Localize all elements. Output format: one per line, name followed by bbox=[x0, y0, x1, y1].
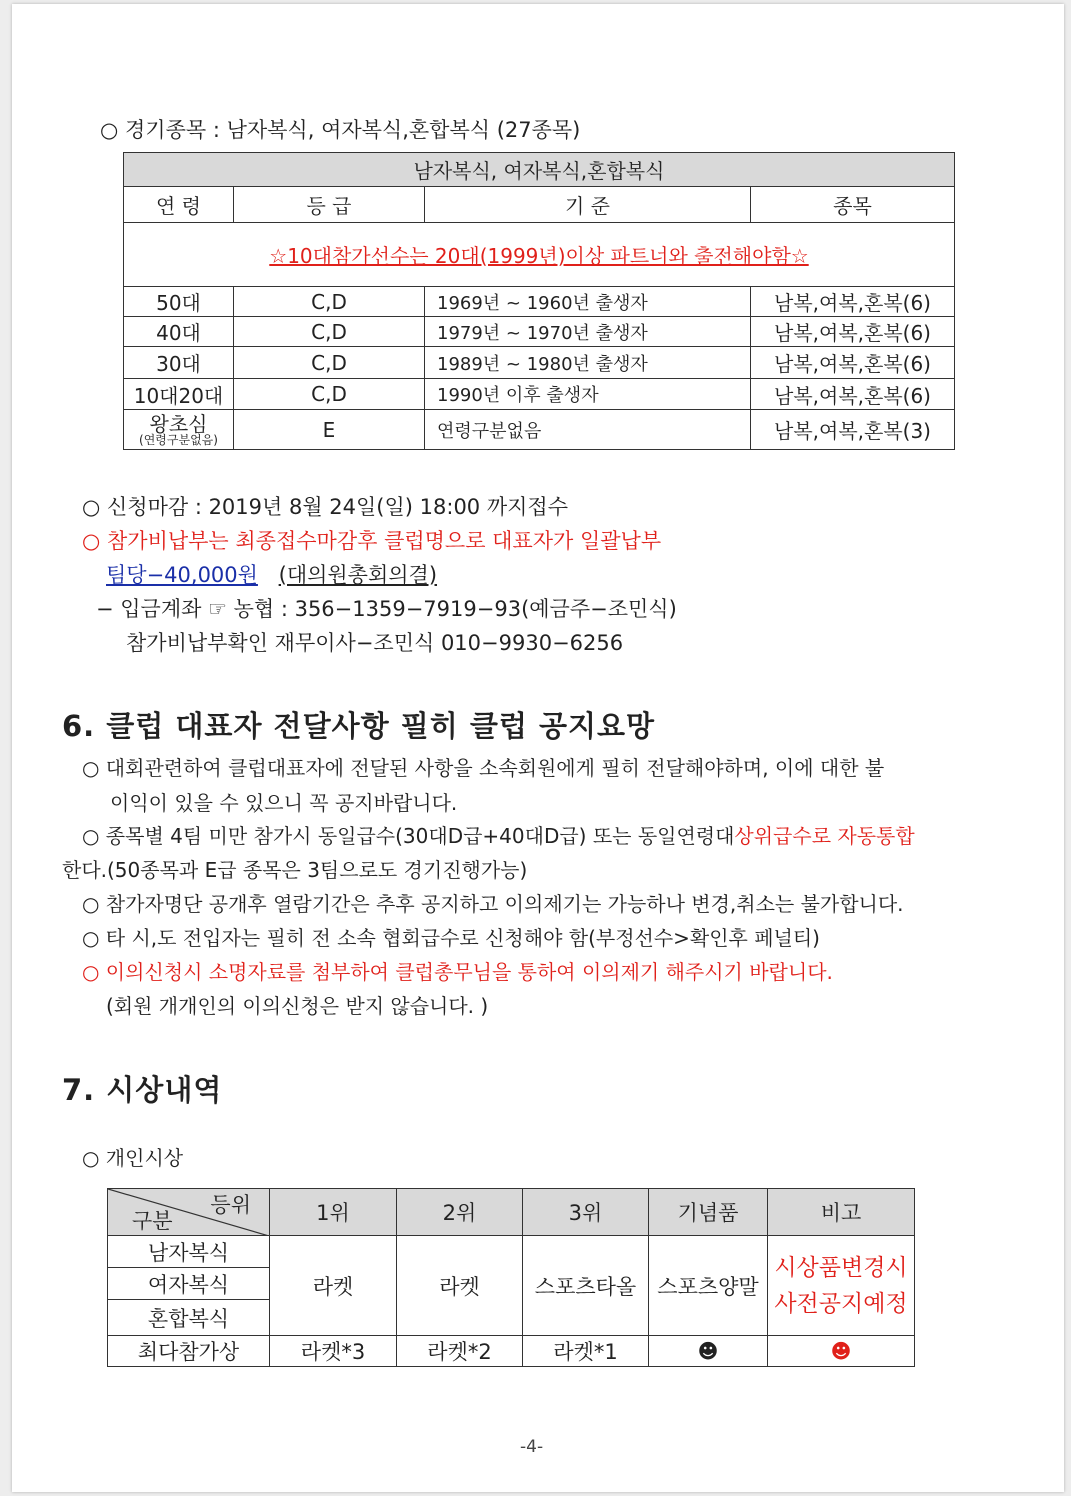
remark-line2: 사전공지예정 bbox=[774, 1290, 908, 1317]
fee-amount: 팀당−40,000원 bbox=[106, 563, 258, 587]
section6-title: 6. 클럽 대표자 전달사항 필히 클럽 공지요망 bbox=[62, 709, 656, 743]
section7-title: 7. 시상내역 bbox=[62, 1073, 223, 1107]
most-second: 라켓*2 bbox=[397, 1336, 523, 1367]
prize-first: 라켓 bbox=[270, 1236, 397, 1336]
remark-line1: 시상품변경시 bbox=[774, 1254, 908, 1281]
category-mixed-doubles: 혼합복식 bbox=[108, 1300, 270, 1336]
section6-item3: ○ 참가자명단 공개후 열람기간은 추후 공지하고 이의제기는 가능하나 변경,취소는 불가합니다. bbox=[82, 892, 904, 916]
page-number: -4- bbox=[520, 1437, 544, 1457]
age-cell: 30대 bbox=[124, 347, 234, 379]
age-sub-label: (연령구분없음) bbox=[139, 432, 218, 447]
section6-item4: ○ 타 시,도 전입자는 필히 전 소속 협회급수로 신청해야 함(부정선수>확인후 페널티) bbox=[82, 926, 820, 950]
criteria-cell: 1979년 ~ 1970년 출생자 bbox=[425, 317, 751, 347]
section6-item1: ○ 대회관련하여 클럽대표자에 전달된 사항을 소속회원에게 필히 전달해야하며, 이에 대한 불 bbox=[82, 756, 885, 780]
header-souvenir: 기념품 bbox=[649, 1189, 768, 1236]
section6-item5: ○ 이의신청시 소명자료를 첨부하여 클럽총무님을 통하여 이의제기 해주시기 바랍니다. bbox=[82, 960, 833, 984]
table-row bbox=[124, 410, 955, 450]
grade-cell: C,D bbox=[234, 347, 425, 379]
age-cell: 50대 bbox=[124, 287, 234, 317]
deadline-line: ○ 신청마감 : 2019년 8월 24일(일) 18:00 까지접수 bbox=[82, 495, 568, 519]
corner-category-label: 구분 bbox=[132, 1209, 173, 1233]
fee-confirm-line: 참가비납부확인 재무이사−조민식 010−9930−6256 bbox=[126, 631, 624, 655]
age-cell: 40대 bbox=[124, 317, 234, 347]
criteria-cell: 1990년 이후 출생자 bbox=[425, 379, 751, 410]
header-events: 종목 bbox=[751, 187, 955, 223]
criteria-cell: 1989년 ~ 1980년 출생자 bbox=[425, 347, 751, 379]
events-cell: 남복,여복,혼복(6) bbox=[751, 347, 955, 379]
header-second: 2위 bbox=[397, 1189, 523, 1236]
prize-souvenir: 스포츠양말 bbox=[649, 1236, 768, 1336]
partner-notice: ☆10대참가선수는 20대(1999년)이상 파트너와 출전해야함☆ bbox=[124, 223, 955, 287]
grade-cell: C,D bbox=[234, 317, 425, 347]
header-grade: 등 급 bbox=[234, 187, 425, 223]
most-first: 라켓*3 bbox=[270, 1336, 397, 1367]
most-third: 라켓*1 bbox=[523, 1336, 649, 1367]
age-cell bbox=[124, 410, 234, 450]
criteria-cell: 연령구분없음 bbox=[425, 410, 751, 450]
events-cell: 남복,여복,혼복(6) bbox=[751, 379, 955, 410]
table-row bbox=[124, 379, 955, 410]
header-first: 1위 bbox=[270, 1189, 397, 1236]
category-women-doubles: 여자복식 bbox=[108, 1268, 270, 1300]
red-smiley-icon: ☻ bbox=[768, 1336, 915, 1367]
section6-item2-cont: 한다.(50종목과 E급 종목은 3팀으로도 경기진행가능) bbox=[62, 858, 528, 882]
most-participants-label: 최다참가상 bbox=[108, 1336, 270, 1367]
item2-text: ○ 종목별 4팀 미만 참가시 동일급수(30대D급+40대D급) 또는 동일연령대 bbox=[82, 824, 735, 848]
events-table-title: 남자복식, 여자복식,혼합복식 bbox=[124, 153, 955, 187]
fee-line bbox=[106, 559, 437, 589]
grade-cell: C,D bbox=[234, 379, 425, 410]
header-remark: 비고 bbox=[768, 1189, 915, 1236]
section6-item1-cont: 이익이 있을 수 있으니 꼭 공지바랍니다. bbox=[110, 791, 458, 815]
age-label: 왕초심 bbox=[149, 411, 208, 436]
events-table bbox=[123, 152, 955, 450]
section7-subtitle: ○ 개인시상 bbox=[82, 1146, 184, 1170]
corner-cell bbox=[108, 1189, 270, 1236]
item2-highlight: 상위급수로 자동통합 bbox=[734, 824, 915, 848]
age-cell: 10대20대 bbox=[124, 379, 234, 410]
header-age: 연 령 bbox=[124, 187, 234, 223]
criteria-cell: 1969년 ~ 1960년 출생자 bbox=[425, 287, 751, 317]
category-men-doubles: 남자복식 bbox=[108, 1236, 270, 1268]
prize-second: 라켓 bbox=[397, 1236, 523, 1336]
awards-table bbox=[107, 1188, 915, 1367]
header-criteria: 기 준 bbox=[425, 187, 751, 223]
grade-cell: C,D bbox=[234, 287, 425, 317]
event-categories-line: ○ 경기종목 : 남자복식, 여자복식,혼합복식 (27종목) bbox=[100, 118, 581, 142]
fee-decision: (대의원총회의결) bbox=[278, 563, 438, 587]
table-row bbox=[124, 317, 955, 347]
events-cell: 남복,여복,혼복(6) bbox=[751, 287, 955, 317]
grade-cell: E bbox=[234, 410, 425, 450]
events-cell: 남복,여복,혼복(3) bbox=[751, 410, 955, 450]
account-line: − 입금계좌 ☞ 농협 : 356−1359−7919−93(예금주−조민식) bbox=[96, 597, 677, 621]
table-row bbox=[124, 287, 955, 317]
fee-note-line: ○ 참가비납부는 최종접수마감후 클럽명으로 대표자가 일괄납부 bbox=[82, 529, 662, 553]
remark-cell bbox=[768, 1236, 915, 1336]
smiley-icon: ☻ bbox=[649, 1336, 768, 1367]
table-row bbox=[124, 347, 955, 379]
section6-item5-cont: (회원 개개인의 이의신청은 받지 않습니다. ) bbox=[106, 994, 489, 1018]
prize-third: 스포츠타올 bbox=[523, 1236, 649, 1336]
header-third: 3위 bbox=[523, 1189, 649, 1236]
events-cell: 남복,여복,혼복(6) bbox=[751, 317, 955, 347]
corner-rank-label: 등위 bbox=[210, 1193, 251, 1217]
section6-item2 bbox=[82, 820, 915, 849]
